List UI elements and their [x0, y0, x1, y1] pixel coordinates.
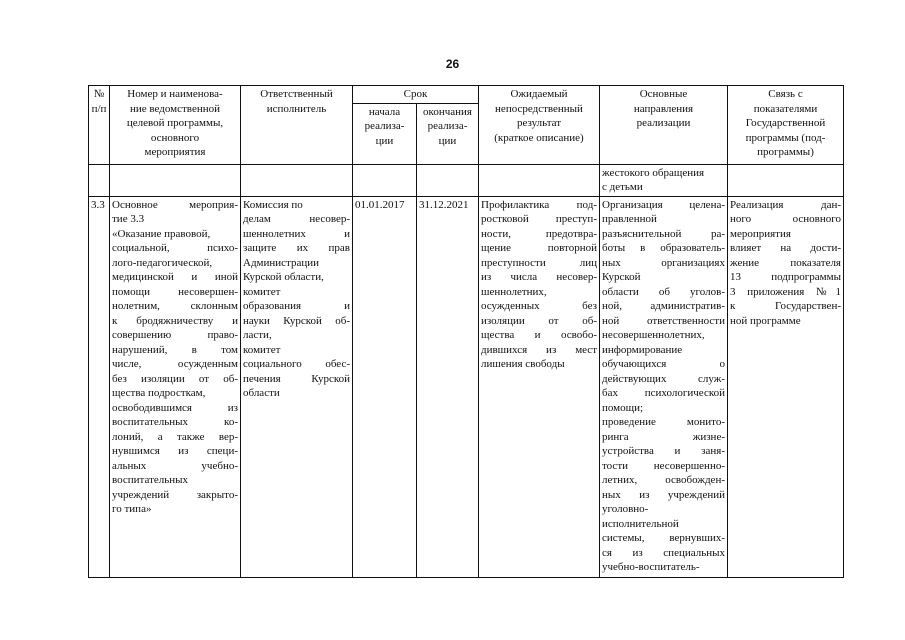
cell-start-date: 01.01.2017 [353, 196, 417, 577]
cell-empty [479, 164, 600, 196]
cell-empty [241, 164, 353, 196]
header-executor: Ответственный исполнитель [241, 86, 353, 165]
header-term: Срок [353, 86, 479, 104]
cell-empty [89, 164, 110, 196]
cell-empty [110, 164, 241, 196]
header-end: окончания реализа- ции [417, 103, 479, 164]
header-program: Номер и наименова- ние ведомственной целевой программы, основного мероприятия [110, 86, 241, 165]
cell-empty [417, 164, 479, 196]
cell-link: Реализация дан- ного основного мероприятия влияет на дости- жение показателя 13 подпрограммы 3 приложения №1 к Государствен- ной программе [728, 196, 844, 577]
header-start: начала реализа- ции [353, 103, 417, 164]
cell-directions-continued: жестокого обращения с детьми [600, 164, 728, 196]
cell-executor: Комиссия по делам несовер- шеннолетних и защите их прав Администрации Курской области, комитет образования и науки Курской об- ласти, комитет социального обес- печения Курской области [241, 196, 353, 577]
table-row-continuation [89, 164, 844, 196]
header-num: № п/п [89, 86, 110, 165]
cell-num: 3.3 [89, 196, 110, 577]
cell-empty [353, 164, 417, 196]
header-row [89, 86, 844, 104]
header-result: Ожидаемый непосредственный результат (краткое описание) [479, 86, 600, 165]
header-link: Связь с показателями Государственной программы (под- программы) [728, 86, 844, 165]
cell-empty [728, 164, 844, 196]
table-row [89, 196, 844, 577]
header-directions: Основные направления реализации [600, 86, 728, 165]
cell-end-date: 31.12.2021 [417, 196, 479, 577]
cell-result: Профилактика под- ростковой преступ- ности, предотвра- щение повторной преступности лиц из числа несовер- шеннолетних, осужденных без изоляции от об- щества и освобо- дившихся из мест лишения свободы [479, 196, 600, 577]
cell-program: Основное мероприя- тие 3.3 «Оказание правовой, социальной, психо- лого-педагогической, медицинской и иной помощи несовершен- нолетним, склонным к бродяжничеству и совершению право- нарушений, в том числе, осужденным без изоляции от об- щества подросткам, освободившимся из воспитательных ко- лоний, а также вер- нувшимся из специ- альных учебно- воспитательных учреждений закрыто- го типа» [110, 196, 241, 577]
page-number: 26 [445, 57, 460, 71]
cell-directions: Организация целена- правленной разъяснительной ра- боты в образователь- ных организациях Курской области об уголов- ной, административ- ной ответственности несовершеннолетних, информирование обучающихся о действующих служ- бах психологической помощи; проведение монито- ринга жизне- устройства и заня- тости несовершенно- летних, освобожден- ных из учреждений уголовно- исполнительной системы, вернувших- ся из специальных учебно-воспитатель- [600, 196, 728, 577]
measures-table [88, 85, 844, 578]
